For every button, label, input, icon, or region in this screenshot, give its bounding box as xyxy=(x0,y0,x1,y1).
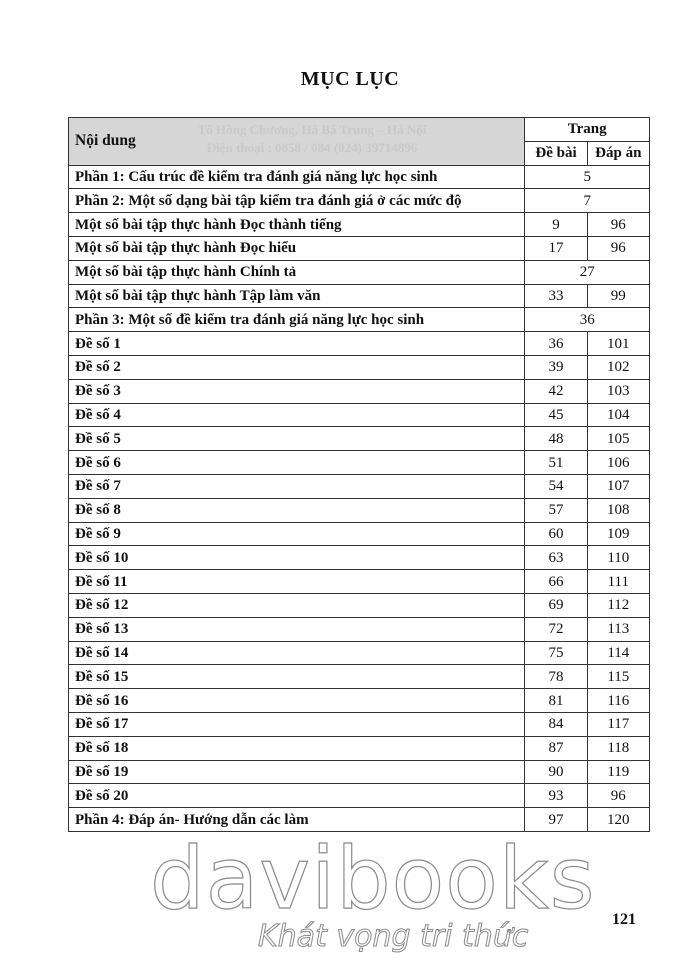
toc-row-label: Phần 3: Một số đề kiểm tra đánh giá năng lực học sinh xyxy=(69,308,525,332)
toc-row-dap-an: 111 xyxy=(587,570,649,594)
toc-row-label: Đề số 8 xyxy=(69,498,525,522)
table-of-contents xyxy=(68,117,650,832)
toc-row-label: Đề số 5 xyxy=(69,427,525,451)
toc-row xyxy=(69,260,650,284)
toc-row-label: Đề số 7 xyxy=(69,474,525,498)
toc-row xyxy=(69,427,650,451)
toc-row xyxy=(69,641,650,665)
toc-row xyxy=(69,189,650,213)
toc-row-label: Phần 1: Cấu trúc đề kiểm tra đánh giá năng lực học sinh xyxy=(69,165,525,189)
toc-row-dap-an: 101 xyxy=(587,332,649,356)
toc-row-de-bai: 72 xyxy=(525,617,587,641)
toc-row-de-bai: 42 xyxy=(525,379,587,403)
toc-row xyxy=(69,784,650,808)
toc-row-de-bai: 33 xyxy=(525,284,587,308)
toc-row xyxy=(69,546,650,570)
toc-row-dap-an: 110 xyxy=(587,546,649,570)
toc-row-dap-an: 99 xyxy=(587,284,649,308)
watermark-logo: davibooks xyxy=(150,829,596,929)
toc-row-label: Đề số 20 xyxy=(69,784,525,808)
toc-row xyxy=(69,165,650,189)
toc-row-label: Đề số 4 xyxy=(69,403,525,427)
toc-row-label: Đề số 6 xyxy=(69,451,525,475)
toc-row-label: Đề số 11 xyxy=(69,570,525,594)
toc-row-dap-an: 112 xyxy=(587,593,649,617)
toc-row-de-bai: 84 xyxy=(525,712,587,736)
toc-row xyxy=(69,712,650,736)
toc-row xyxy=(69,736,650,760)
toc-row-page: 27 xyxy=(525,260,650,284)
toc-row-dap-an: 109 xyxy=(587,522,649,546)
toc-row-dap-an: 118 xyxy=(587,736,649,760)
toc-row-dap-an: 106 xyxy=(587,451,649,475)
toc-row xyxy=(69,808,650,832)
toc-row-page: 5 xyxy=(525,165,650,189)
toc-row-de-bai: 9 xyxy=(525,213,587,237)
toc-row-label: Đề số 10 xyxy=(69,546,525,570)
toc-row-de-bai: 63 xyxy=(525,546,587,570)
toc-row-dap-an: 103 xyxy=(587,379,649,403)
header-dap-an: Đáp án xyxy=(587,141,649,165)
toc-row xyxy=(69,284,650,308)
toc-row-dap-an: 105 xyxy=(587,427,649,451)
toc-row-label: Đề số 2 xyxy=(69,355,525,379)
toc-row-label: Một số bài tập thực hành Tập làm văn xyxy=(69,284,525,308)
toc-row-label: Đề số 16 xyxy=(69,689,525,713)
toc-row-label: Một số bài tập thực hành Đọc hiểu xyxy=(69,236,525,260)
toc-row-label: Đề số 1 xyxy=(69,332,525,356)
toc-row-label: Đề số 15 xyxy=(69,665,525,689)
toc-body xyxy=(69,165,650,831)
toc-row-page: 36 xyxy=(525,308,650,332)
toc-row-label: Đề số 14 xyxy=(69,641,525,665)
toc-row xyxy=(69,236,650,260)
toc-row-de-bai: 17 xyxy=(525,236,587,260)
toc-row-de-bai: 97 xyxy=(525,808,587,832)
header-content: Nội dung xyxy=(69,118,525,166)
toc-row-dap-an: 115 xyxy=(587,665,649,689)
toc-row xyxy=(69,570,650,594)
toc-row-de-bai: 78 xyxy=(525,665,587,689)
toc-row xyxy=(69,308,650,332)
toc-row-page: 7 xyxy=(525,189,650,213)
header-trang: Trang xyxy=(525,118,650,142)
toc-row-label: Đề số 9 xyxy=(69,522,525,546)
toc-row-dap-an: 113 xyxy=(587,617,649,641)
toc-row-label: Đề số 17 xyxy=(69,712,525,736)
toc-row-de-bai: 57 xyxy=(525,498,587,522)
toc-row-de-bai: 60 xyxy=(525,522,587,546)
toc-row-dap-an: 108 xyxy=(587,498,649,522)
toc-row-label: Đề số 19 xyxy=(69,760,525,784)
toc-row-de-bai: 51 xyxy=(525,451,587,475)
toc-row xyxy=(69,522,650,546)
toc-row-dap-an: 114 xyxy=(587,641,649,665)
toc-row-dap-an: 107 xyxy=(587,474,649,498)
toc-row-de-bai: 36 xyxy=(525,332,587,356)
page-title: MỤC LỤC xyxy=(300,68,400,90)
toc-row-de-bai: 45 xyxy=(525,403,587,427)
toc-row xyxy=(69,474,650,498)
toc-row-de-bai: 93 xyxy=(525,784,587,808)
toc-row xyxy=(69,498,650,522)
toc-row xyxy=(69,332,650,356)
toc-row-dap-an: 96 xyxy=(587,784,649,808)
header-de-bai: Đề bài xyxy=(525,141,587,165)
toc-row xyxy=(69,355,650,379)
toc-row-label: Đề số 13 xyxy=(69,617,525,641)
toc-row-label: Phần 4: Đáp án- Hướng dẫn các làm xyxy=(69,808,525,832)
toc-row-de-bai: 81 xyxy=(525,689,587,713)
toc-row-label: Đề số 12 xyxy=(69,593,525,617)
toc-row xyxy=(69,689,650,713)
watermark-slogan: Khát vọng tri thức xyxy=(258,919,529,954)
toc-row-dap-an: 117 xyxy=(587,712,649,736)
toc-row xyxy=(69,665,650,689)
toc-row-de-bai: 87 xyxy=(525,736,587,760)
toc-row-dap-an: 104 xyxy=(587,403,649,427)
toc-row xyxy=(69,593,650,617)
faint-address-line: Tô Hồng Chương, Hà Bá Trung – Hà Nội xyxy=(197,122,427,137)
toc-row xyxy=(69,213,650,237)
toc-row-dap-an: 119 xyxy=(587,760,649,784)
toc-row-label: Đề số 18 xyxy=(69,736,525,760)
toc-row-dap-an: 120 xyxy=(587,808,649,832)
toc-row-de-bai: 75 xyxy=(525,641,587,665)
toc-row-label: Một số bài tập thực hành Chính tả xyxy=(69,260,525,284)
faint-phone-line: Điện thoại : 0858 / 084 (024) 39714896 xyxy=(206,140,418,155)
toc-row-label: Phần 2: Một số dạng bài tập kiểm tra đánh giá ở các mức độ xyxy=(69,189,525,213)
page-number: 121 xyxy=(612,911,636,928)
toc-row-label: Đề số 3 xyxy=(69,379,525,403)
toc-row xyxy=(69,617,650,641)
toc-row-de-bai: 54 xyxy=(525,474,587,498)
toc-row-de-bai: 48 xyxy=(525,427,587,451)
toc-row-de-bai: 39 xyxy=(525,355,587,379)
toc-row xyxy=(69,451,650,475)
toc-row-dap-an: 102 xyxy=(587,355,649,379)
toc-row-de-bai: 69 xyxy=(525,593,587,617)
toc-row-label: Một số bài tập thực hành Đọc thành tiếng xyxy=(69,213,525,237)
toc-row xyxy=(69,403,650,427)
toc-row-dap-an: 96 xyxy=(587,213,649,237)
toc-row-dap-an: 116 xyxy=(587,689,649,713)
toc-row-dap-an: 96 xyxy=(587,236,649,260)
toc-row-de-bai: 66 xyxy=(525,570,587,594)
toc-row-de-bai: 90 xyxy=(525,760,587,784)
toc-row xyxy=(69,379,650,403)
toc-row xyxy=(69,760,650,784)
